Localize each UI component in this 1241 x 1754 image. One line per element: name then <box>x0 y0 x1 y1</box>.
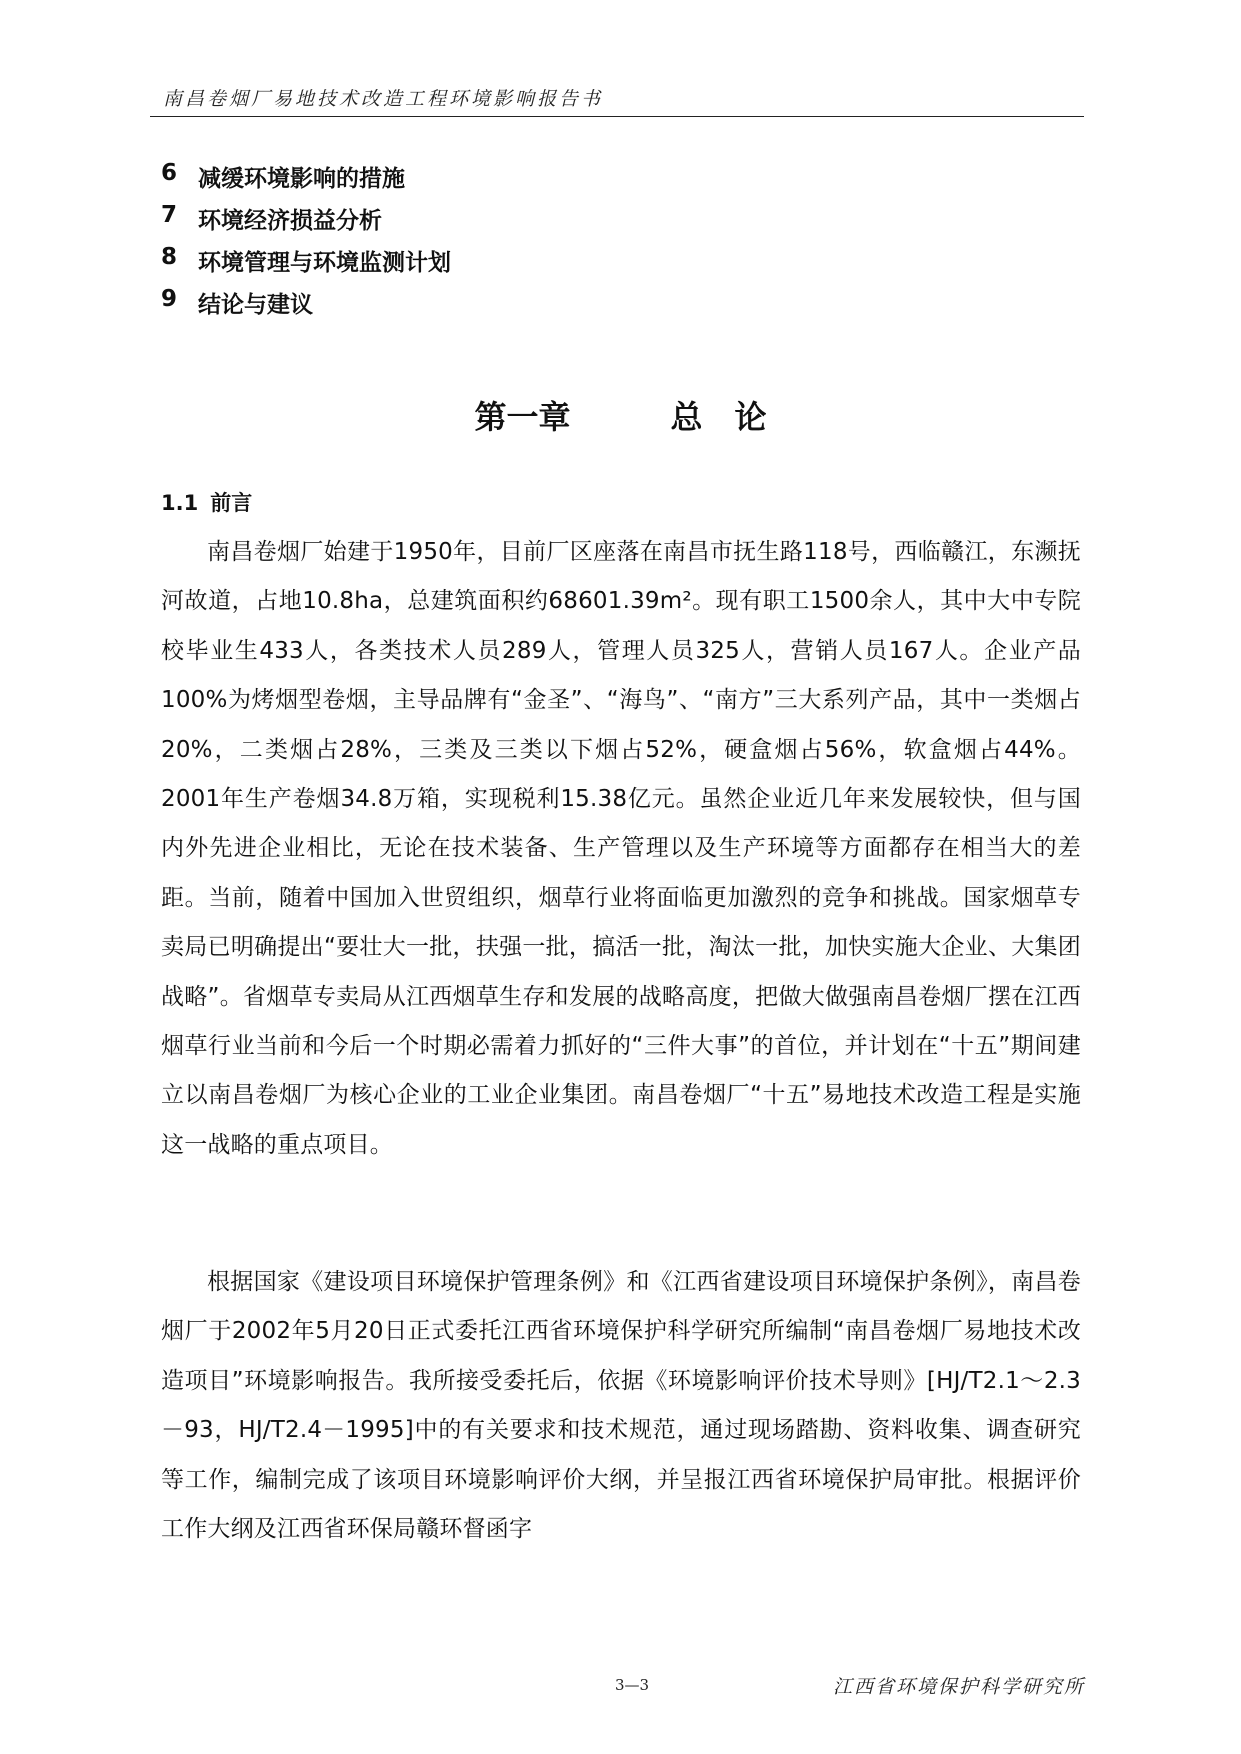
toc-item-title: 减缓环境影响的措施 <box>198 166 405 192</box>
table-of-contents <box>161 160 451 328</box>
toc-item-number: 6 <box>161 160 178 186</box>
toc-item-title: 环境经济损益分析 <box>198 208 382 234</box>
chapter-heading <box>0 392 1241 438</box>
chapter-label: 第一章 <box>474 398 571 436</box>
header-divider <box>150 116 1084 117</box>
toc-item-number: 8 <box>161 244 178 270</box>
toc-item[interactable] <box>161 202 451 244</box>
toc-item-title: 结论与建议 <box>198 292 313 318</box>
footer-organization: 江西省环境保护科学研究所 <box>832 1676 1085 1698</box>
body-paragraph: 根据国家《建设项目环境保护管理条例》和《江西省建设项目环境保护条例》，南昌卷烟厂于2002年5月20日正式委托江西省环境保护科学研究所编制“南昌卷烟厂易地技术改造项目”环境影响报告。我所接受委托后，依据《环境影响评价技术导则》[HJ/T2.1～2.3－93，HJ/T2.4－1995]中的有关要求和技术规范，通过现场踏勘、资料收集、调查研究等工作，编制完成了该项目环境影响评价大纲，并呈报江西省环境保护局审批。根据评价工作大纲及江西省环保局赣环督函字 <box>161 1269 1081 1543</box>
toc-item-title: 环境管理与环境监测计划 <box>198 250 451 276</box>
toc-item-number: 7 <box>161 202 178 228</box>
chapter-title: 总 论 <box>670 398 767 436</box>
body-paragraph: 南昌卷烟厂始建于1950年，目前厂区座落在南昌市抚生路118号，西临赣江，东濒抚河故道，占地10.8ha，总建筑面积约68601.39m²。现有职工1500余人，其中大中专院校毕业生433人，各类技术人员289人，管理人员325人，营销人员167人。企业产品100%为烤烟型卷烟，主导品牌有“金圣”、“海鸟”、“南方”三大系列产品，其中一类烟占20%，二类烟占28%，三类及三类以下烟占52%，硬盒烟占56%，软盒烟占44%。2001年生产卷烟34.8万箱，实现税利15.38亿元。虽然企业近几年来发展较快，但与国内外先进企业相比，无论在技术装备、生产管理以及生产环境等方面都存在相当大的差距。当前，随着中国加入世贸组织，烟草行业将面临更加激烈的竞争和挑战。国家烟草专卖局已明确提出“要壮大一批，扶强一批，搞活一批，淘汰一批，加快实施大企业、大集团战略”。省烟草专卖局从江西烟草生存和发展的战略高度，把做大做强南昌卷烟厂摆在江西烟草行业当前和今后一个时期必需着力抓好的“三件大事”的首位，并计划在“十五”期间建立以南昌卷烟厂为核心企业的工业企业集团。南昌卷烟厂“十五”易地技术改造工程是实施这一战略的重点项目。 <box>161 539 1081 1158</box>
toc-item[interactable] <box>161 286 451 328</box>
toc-item[interactable] <box>161 244 451 286</box>
section-heading <box>161 487 252 517</box>
running-header-title: 南昌卷烟厂易地技术改造工程环境影响报告书 <box>163 88 604 110</box>
section-number: 1.1 <box>161 491 199 515</box>
section-title: 前言 <box>210 491 253 515</box>
toc-item[interactable] <box>161 160 451 202</box>
page-number: 3—3 <box>615 1676 650 1694</box>
toc-item-number: 9 <box>161 286 178 312</box>
